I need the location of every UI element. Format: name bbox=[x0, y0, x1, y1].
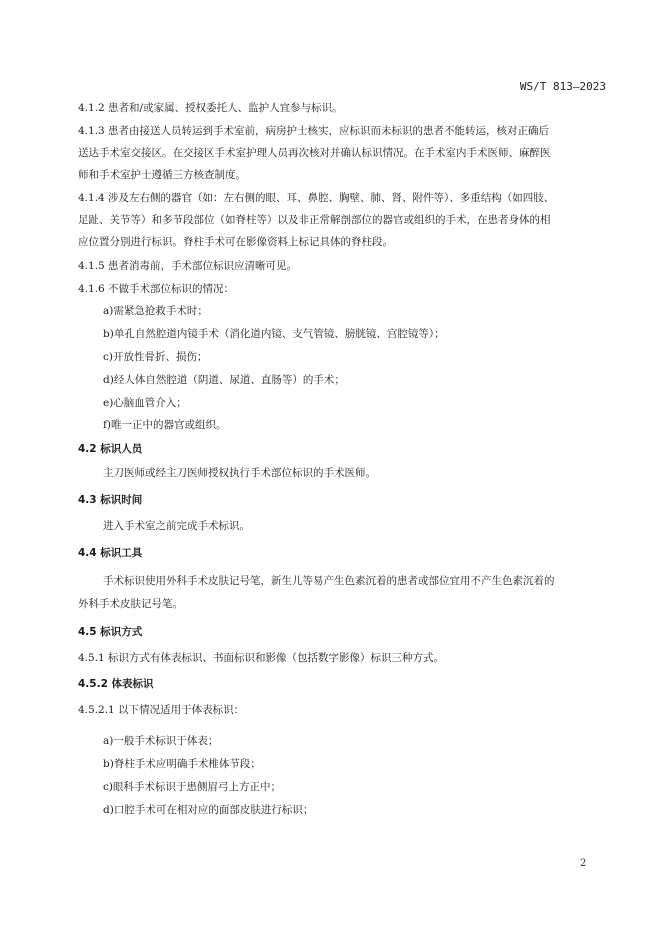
text-line: b)脊柱手术应明确手术椎体节段； bbox=[103, 758, 261, 770]
text-line: d)经人体自然腔道（阴道、尿道、直肠等）的手术； bbox=[103, 374, 345, 386]
page-number: 2 bbox=[580, 858, 587, 869]
section-heading: 4.5.2 体表标识 bbox=[78, 678, 154, 690]
text-line: 师和手术室护士遵循三方核查制度。 bbox=[78, 169, 246, 181]
section-heading: 4.2 标识人员 bbox=[78, 443, 143, 455]
text-line: c)眼科手术标识于患侧眉弓上方正中； bbox=[103, 781, 281, 793]
text-line: 手术标识使用外科手术皮肤记号笔，新生儿等易产生色素沉着的患者或部位宜用不产生色素沉着的 bbox=[103, 575, 555, 587]
text-line: 送达手术室交接区。在交接区手术室护理人员再次核对并确认标识情况。在手术室内手术医师、麻醉医 bbox=[78, 147, 551, 159]
text-line: e)心脑血管介入； bbox=[103, 397, 187, 409]
text-line: 外科手术皮肤记号笔。 bbox=[78, 598, 183, 610]
text-line: 4.5.2.1 以下情况适用于体表标识： bbox=[78, 704, 245, 716]
text-line: 足趾、关节等）和多节段部位（如脊柱等）以及非正常解剖部位的器官或组织的手术，在患者身体的相 bbox=[78, 214, 551, 226]
section-heading: 4.5 标识方式 bbox=[78, 626, 143, 638]
text-line: f)唯一正中的器官或组织。 bbox=[103, 419, 227, 431]
section-heading: 4.3 标识时间 bbox=[78, 494, 143, 506]
text-line: 4.1.6 不做手术部位标识的情况： bbox=[78, 283, 235, 295]
section-heading: 4.4 标识工具 bbox=[78, 547, 143, 559]
text-line: 4.1.4 涉及左右侧的器官（如：左右侧的眼、耳、鼻腔、胸壁、肺、肾、附件等）、多重结构（如四肢、 bbox=[78, 192, 555, 204]
text-line: 主刀医师或经主刀医师授权执行手术部位标识的手术医师。 bbox=[103, 467, 376, 479]
text-line: 应位置分别进行标识。脊柱手术可在影像资料上标记具体的脊柱段。 bbox=[78, 236, 393, 248]
text-line: 4.1.2 患者和/或家属、授权委托人、监护人宜参与标识。 bbox=[78, 102, 343, 114]
text-line: b)单孔自然腔道内镜手术（消化道内镜、支气管镜、膀胱镜、宫腔镜等）； bbox=[103, 328, 445, 340]
text-line: 4.1.3 患者由接送人员转运到手术室前，病房护士核实，应标识而未标识的患者不能转运，核对正确后 bbox=[78, 125, 550, 137]
text-line: d)口腔手术可在相对应的面部皮肤进行标识； bbox=[103, 804, 314, 816]
text-line: c)开放性骨折、损伤； bbox=[103, 351, 208, 363]
text-line: a)需紧急抢救手术时； bbox=[103, 305, 208, 317]
text-line: 进入手术室之前完成手术标识。 bbox=[103, 520, 250, 532]
page-header-doc-id: WS/T 813—2023 bbox=[519, 80, 606, 93]
text-line: a)一般手术标识于体表； bbox=[103, 735, 219, 747]
text-line: 4.1.5 患者消毒前，手术部位标识应清晰可见。 bbox=[78, 260, 298, 272]
text-line: 4.5.1 标识方式有体表标识、书面标识和影像（包括数字影像）标识三种方式。 bbox=[78, 652, 445, 664]
